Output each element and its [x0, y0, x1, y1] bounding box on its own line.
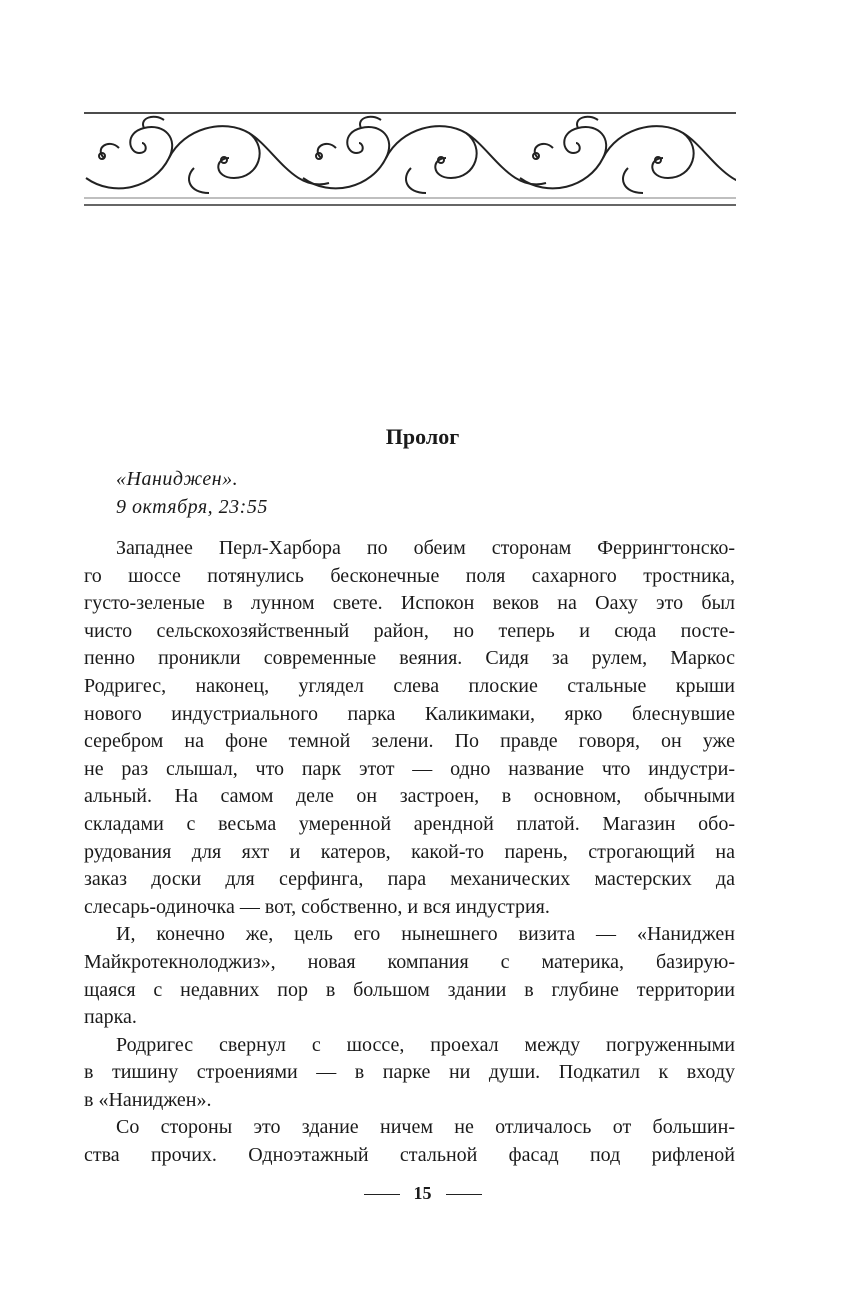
text-line: густо-зеленые в лунном свете. Испокон веков на Оаху это был: [84, 592, 735, 615]
text-line: Майкротекнолоджиз», новая компания с материка, базирую-: [84, 950, 735, 973]
page-number: 15: [413, 1183, 432, 1203]
text-line: И, конечно же, цель его нынешнего визита — «Наниджен: [116, 923, 735, 946]
text-line: в тишину строениями — в парке ни души. Подкатил к входу: [84, 1061, 735, 1084]
epigraph-place: «Наниджен».: [116, 468, 239, 490]
text-line: не раз слышал, что парк этот — одно название что индустри-: [84, 757, 735, 780]
text-line: Родригес свернул с шоссе, проехал между погруженными: [116, 1033, 735, 1056]
chapter-title: Пролог: [385, 424, 460, 449]
epigraph-datetime: 9 октября, 23:55: [116, 496, 268, 518]
footer-dash: [364, 1194, 400, 1195]
text-line: слесарь-одиночка — вот, собственно, и вся индустрия.: [84, 895, 550, 918]
text-line: заказ доски для серфинга, пара механических мастерских да: [84, 868, 735, 891]
text-line: парка.: [84, 1006, 137, 1029]
text-line: чисто сельскохозяйственный район, но теперь и сюда посте-: [84, 619, 735, 642]
text-line: нового индустриального парка Каликимаки, ярко блеснувшие: [84, 702, 735, 725]
text-line: Со стороны это здание ничем не отличалось от большин-: [116, 1116, 735, 1139]
text-line: Родригес, наконец, углядел слева плоские стальные крыши: [84, 674, 735, 697]
text-line: щаяся с недавних пор в большом здании в глубине территории: [84, 978, 735, 1001]
text-line: складами с весьма умеренной арендной платой. Магазин обо-: [84, 812, 735, 835]
text-line: серебром на фоне темной зелени. По правде говоря, он уже: [84, 730, 735, 753]
text-line: в «Наниджен».: [84, 1088, 212, 1111]
text-line: рудования для яхт и катеров, какой-то парень, строгающий на: [84, 840, 735, 863]
body-text: [84, 535, 735, 1170]
text-line: го шоссе потянулись бесконечные поля сахарного тростника,: [84, 564, 735, 587]
text-line: ства прочих. Одноэтажный стальной фасад под рифленой: [84, 1144, 735, 1167]
decorative-scroll-ornament: [84, 108, 736, 213]
footer-dash: [446, 1194, 482, 1195]
text-line: пенно проникли современные веяния. Сидя за рулем, Маркос: [84, 647, 735, 670]
text-line: Западнее Перл-Харбора по обеим сторонам Феррингтонско-: [116, 537, 735, 559]
text-line: альный. На самом деле он застроен, в основном, обычными: [84, 785, 735, 808]
page-footer: [0, 1182, 845, 1204]
